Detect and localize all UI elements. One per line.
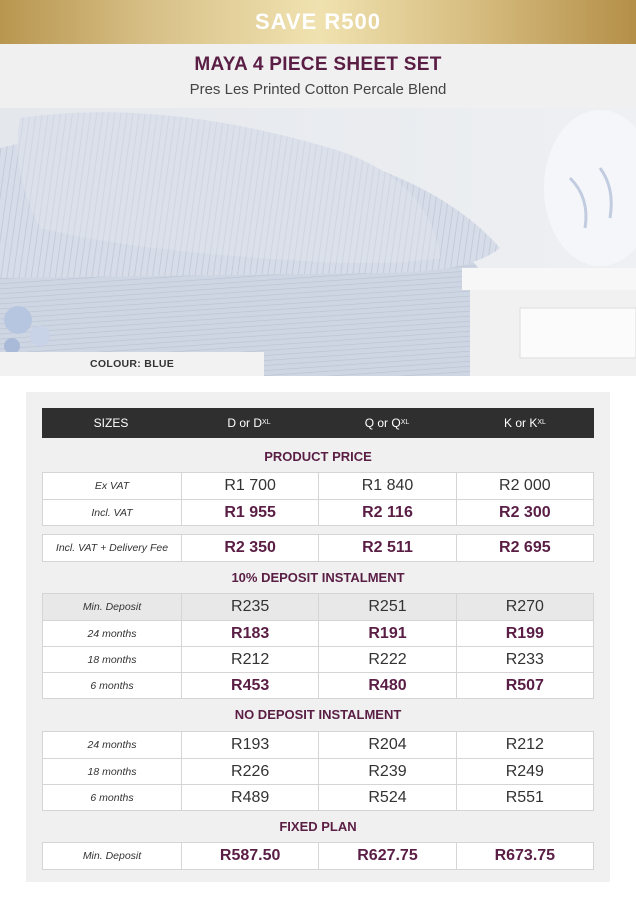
size-king-label: K or K [504,416,538,430]
size-queen-label: Q or Q [364,416,401,430]
table-row [43,499,593,525]
price-cell: R627.75 [318,843,455,869]
price-cell: R204 [318,732,455,758]
price-cell: R222 [318,647,455,672]
price-cell: R673.75 [456,843,593,869]
sizes-header: SIZES [93,416,129,430]
price-cell: R183 [181,621,318,646]
size-king-header [456,408,594,438]
price-cell: R251 [318,594,455,620]
price-cell: R2 511 [318,535,455,561]
product-price-box [42,472,594,526]
price-cell: R1 955 [181,500,318,525]
size-double-label: D or D [227,416,263,430]
table-row [43,594,593,620]
table-row [43,784,593,810]
price-cell: R199 [456,621,593,646]
price-cell: R2 695 [456,535,593,561]
price-cell: R249 [456,759,593,784]
price-cell: R480 [318,673,455,698]
row-label: 18 months [87,765,137,778]
size-queen-sup: XL [400,418,410,426]
save-banner [0,0,636,44]
price-cell: R239 [318,759,455,784]
size-double-sup: XL [262,418,271,426]
price-cell: R233 [456,647,593,672]
price-cell: R1 840 [318,473,455,499]
price-cell: R212 [456,732,593,758]
colour-label: COLOUR: BLUE [0,352,264,376]
size-king-sup: XL [537,418,546,426]
product-price-title: PRODUCT PRICE [264,449,372,464]
product-subtitle: Pres Les Printed Cotton Percale Blend [189,81,447,98]
no-deposit-instalment-box [42,731,594,811]
row-label: Incl. VAT [91,506,133,519]
price-cell: R587.50 [181,843,318,869]
row-label: 24 months [87,627,137,640]
no-deposit-instalment-title: NO DEPOSIT INSTALMENT [234,707,402,722]
table-row [43,672,593,698]
product-title: MAYA 4 PIECE SHEET SET [194,54,442,75]
row-label: Incl. VAT + Delivery Fee [55,542,169,554]
price-cell: R1 700 [181,473,318,499]
price-cell: R191 [318,621,455,646]
bedding-illustration [0,108,636,376]
price-cell: R507 [456,673,593,698]
sizes-header-row [42,408,594,438]
price-cell: R489 [181,785,318,810]
deposit-instalment-box [42,593,594,699]
table-row [43,620,593,646]
price-cell: R2 000 [456,473,593,499]
table-row [43,535,593,561]
price-cell: R270 [456,594,593,620]
product-photo [0,108,636,376]
table-row [43,473,593,499]
deposit-instalment-title: 10% DEPOSIT INSTALMENT [231,570,405,585]
price-cell: R453 [181,673,318,698]
row-label: 18 months [87,653,137,666]
size-double-header [180,408,318,438]
price-cell: R2 116 [318,500,455,525]
price-cell: R524 [318,785,455,810]
save-banner-text: SAVE R500 [255,9,381,34]
price-cell: R212 [181,647,318,672]
row-label: Min. Deposit [82,850,142,862]
price-cell: R551 [456,785,593,810]
table-row [43,646,593,672]
size-queen-header [318,408,456,438]
row-label: 6 months [90,791,134,804]
row-label: Ex VAT [94,480,130,492]
price-cell: R2 300 [456,500,593,525]
row-label: 6 months [90,679,134,692]
delivery-price-box [42,534,594,562]
price-cell: R235 [181,594,318,620]
fixed-plan-box [42,842,594,870]
fixed-plan-title: FIXED PLAN [279,819,357,834]
row-label: 24 months [87,739,137,751]
table-row [43,843,593,869]
price-cell: R193 [181,732,318,758]
table-row [43,758,593,784]
price-cell: R226 [181,759,318,784]
row-label: Min. Deposit [82,601,142,613]
price-cell: R2 350 [181,535,318,561]
table-row [43,732,593,758]
product-header [0,44,636,108]
